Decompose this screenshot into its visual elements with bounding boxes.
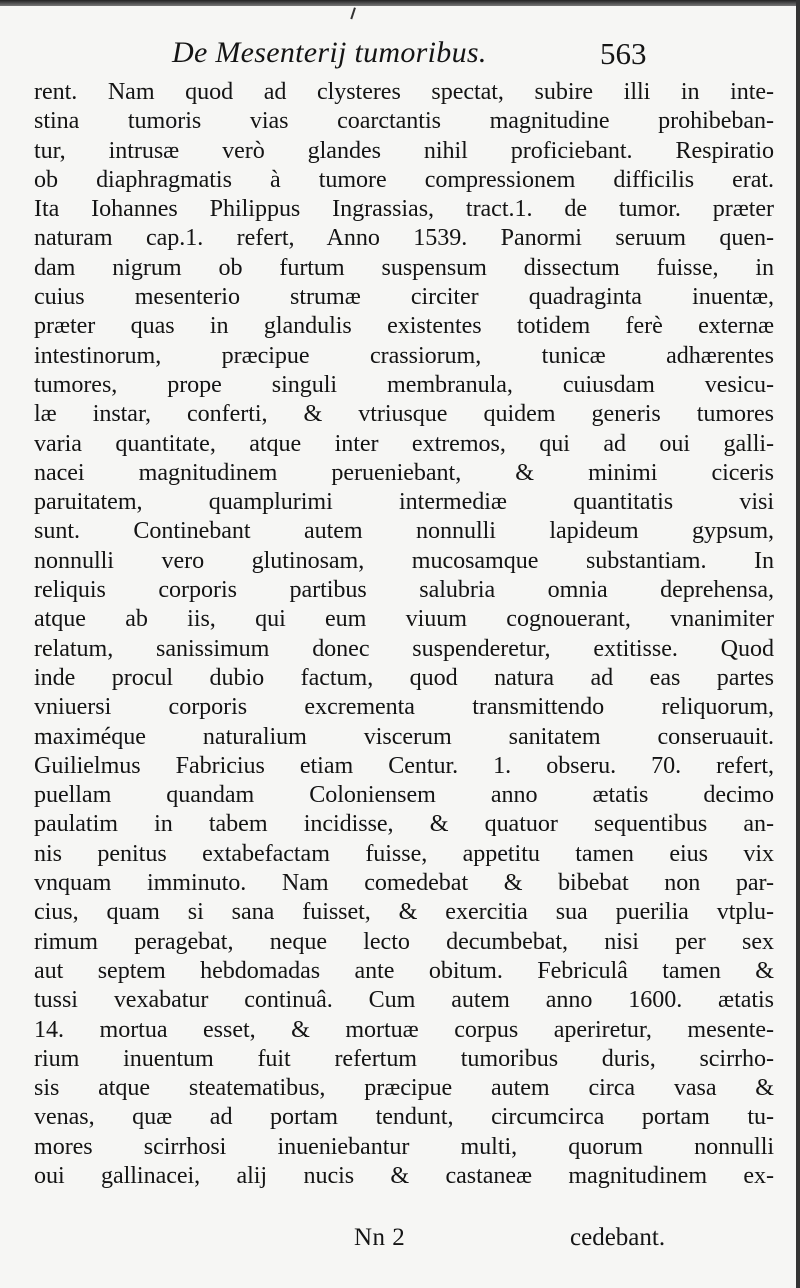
text-line: cius, quam si sana fuisset, & exercitia sua puerilia vtplu- (34, 899, 774, 926)
body-text (34, 78, 774, 1191)
text-line: intestinorum, præcipue crassiorum, tunicæ adhærentes (34, 342, 774, 369)
page-footer (354, 1224, 684, 1260)
text-line: atque ab iis, qui eum viuum cognouerant, vnanimiter (34, 606, 774, 633)
text-line: reliquis corporis partibus salubria omnia deprehensa, (34, 577, 774, 604)
text-line: paulatim in tabem incidisse, & quatuor sequentibus an- (34, 811, 774, 838)
text-line: maximéque naturalium viscerum sanitatem conseruauit. (34, 723, 774, 750)
text-line: tussi vexabatur continuâ. Cum autem anno 1600. ætatis (34, 987, 774, 1014)
text-line: vniuersi corporis excrementa transmittendo reliquorum, (34, 694, 774, 721)
page-number: 563 (600, 36, 647, 71)
text-line: tur, intrusæ verò glandes nihil proficiebant. Respiratio (34, 137, 774, 164)
text-line: stina tumoris vias coarctantis magnitudine prohibeban- (34, 108, 774, 135)
text-line: cuius mesenterio strumæ circiter quadraginta inuentæ, (34, 284, 774, 311)
text-line: paruitatem, quamplurimi intermediæ quantitatis visi (34, 489, 774, 516)
text-line: Ita Iohannes Philippus Ingrassias, tract.1. de tumor. præter (34, 196, 774, 223)
text-line: tumores, prope singuli membranula, cuiusdam vesicu- (34, 371, 774, 398)
text-line: ob diaphragmatis à tumore compressionem difficilis erat. (34, 166, 774, 193)
text-line: præter quas in glandulis existentes totidem ferè externæ (34, 313, 774, 340)
text-line: varia quantitate, atque inter extremos, qui ad oui galli- (34, 430, 774, 457)
text-line: aut septem hebdomadas ante obitum. Febriculâ tamen & (34, 957, 774, 984)
text-line: nis penitus extabefactam fuisse, appetitu tamen eius vix (34, 840, 774, 867)
text-line: nonnulli vero glutinosam, mucosamque substantiam. In (34, 547, 774, 574)
signature-mark: Nn 2 (354, 1224, 406, 1251)
text-line: sunt. Continebant autem nonnulli lapideum gypsum, (34, 518, 774, 545)
catchword: cedebant. (570, 1224, 666, 1251)
top-edge-shadow (0, 0, 800, 6)
text-line: relatum, sanissimum donec suspenderetur, extitisse. Quod (34, 635, 774, 662)
text-line: rent. Nam quod ad clysteres spectat, subire illi in inte- (34, 79, 774, 105)
ink-mark (350, 7, 359, 20)
text-line: vnquam imminuto. Nam comedebat & bibebat non par- (34, 870, 774, 897)
text-line: Guilielmus Fabricius etiam Centur. 1. obseru. 70. refert, (34, 752, 774, 779)
text-line: oui gallinacei, alij nucis & castaneæ magnitudinem ex- (34, 1162, 774, 1189)
text-line: venas, quæ ad portam tendunt, circumcirca portam tu- (34, 1104, 774, 1131)
text-line: læ instar, conferti, & vtriusque quidem generis tumores (34, 401, 774, 428)
text-line: sis atque steatematibus, præcipue autem circa vasa & (34, 1075, 774, 1102)
text-line: mores scirrhosi inueniebantur multi, quorum nonnulli (34, 1133, 774, 1160)
right-edge-shadow (796, 0, 800, 1288)
text-line: 14. mortua esset, & mortuæ corpus aperiretur, mesente- (34, 1016, 774, 1043)
running-title: De Mesenterij tumoribus. (172, 36, 487, 69)
text-line: puellam quandam Coloniensem anno ætatis decimo (34, 782, 774, 809)
text-line: rimum peragebat, neque lecto decumbebat, nisi per sex (34, 928, 774, 955)
text-line: naturam cap.1. refert, Anno 1539. Panormi seruum quen- (34, 225, 774, 252)
text-line: dam nigrum ob furtum suspensum dissectum fuisse, in (34, 254, 774, 281)
text-line: inde procul dubio factum, quod natura ad eas partes (34, 664, 774, 691)
text-line: nacei magnitudinem perueniebant, & minimi ciceris (34, 459, 774, 486)
text-line: rium inuentum fuit refertum tumoribus duris, scirrho- (34, 1045, 774, 1072)
running-header (172, 36, 672, 76)
